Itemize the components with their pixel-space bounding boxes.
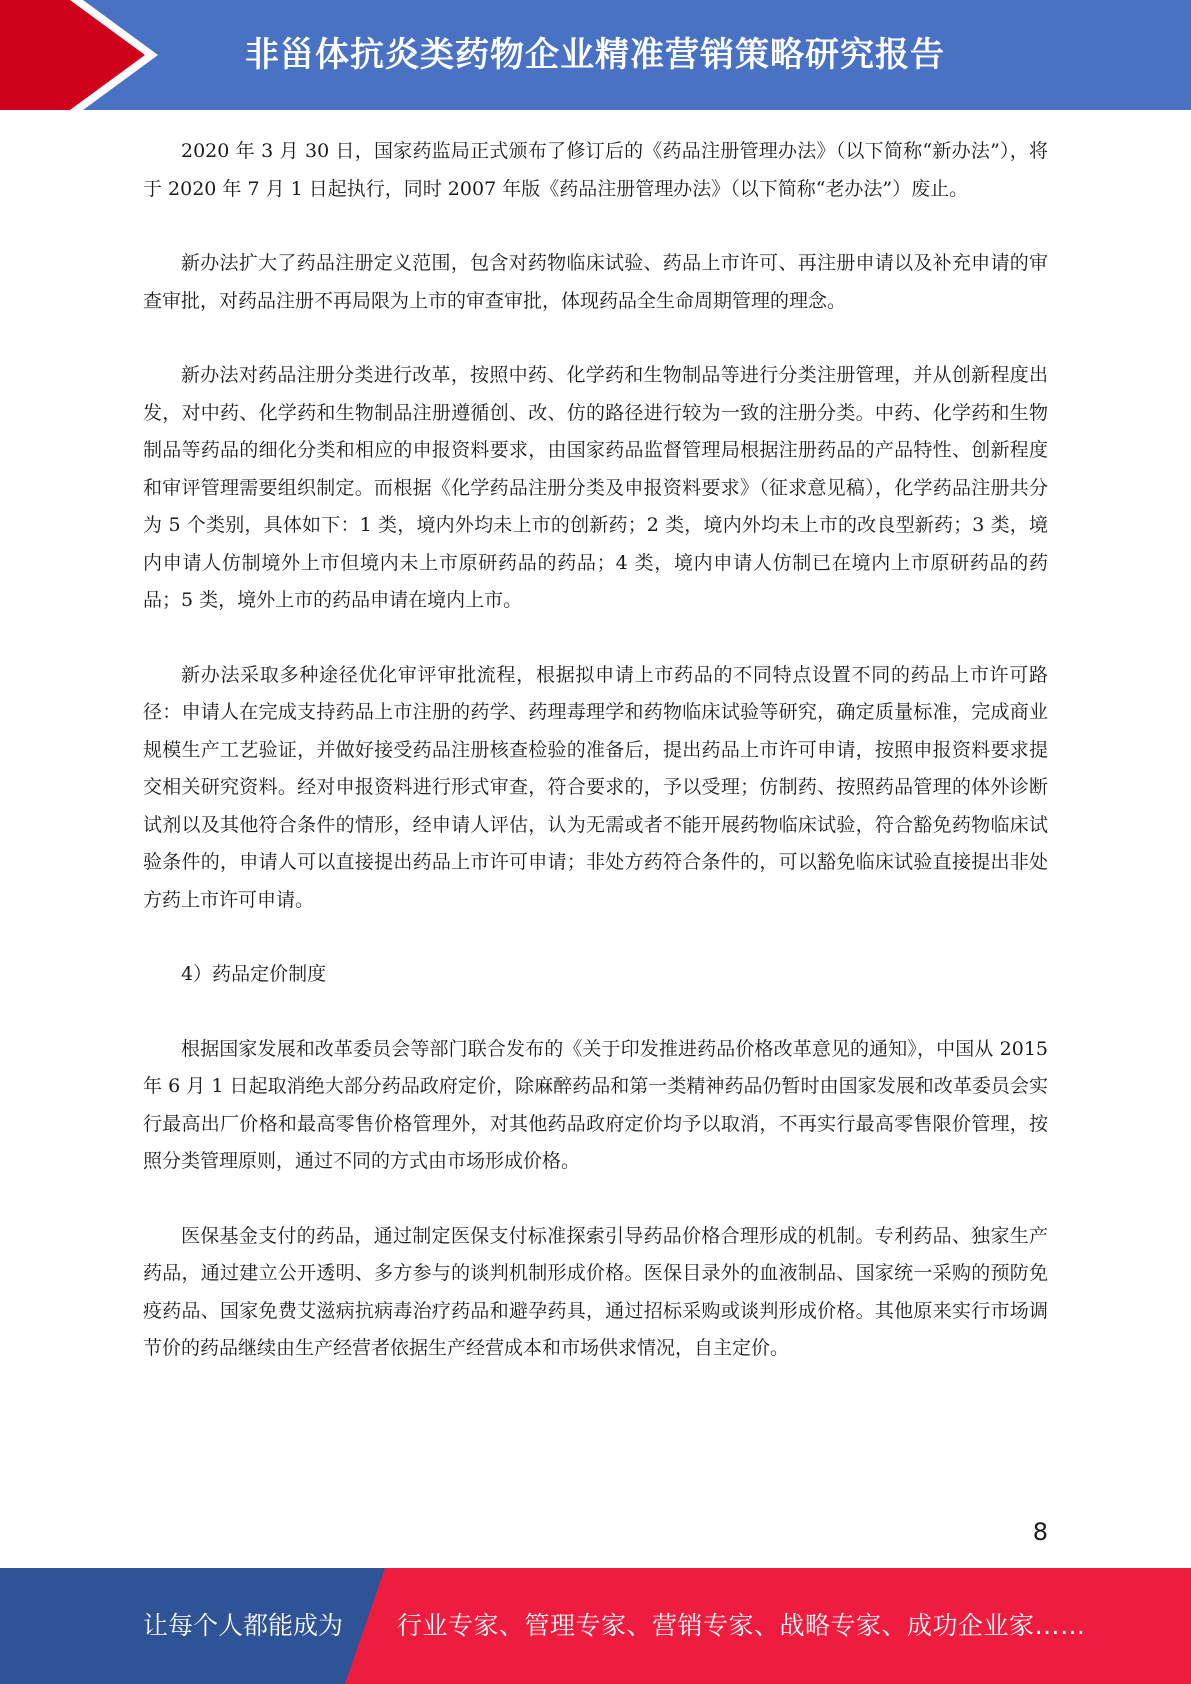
report-body [143,133,1048,1405]
report-title: 非甾体抗炎类药物企业精准营销策略研究报告 [245,35,945,75]
paragraph: 新办法扩大了药品注册定义范围，包含对药物临床试验、药品上市许可、再注册申请以及补充申请的审查审批，对药品注册不再局限为上市的审查审批，体现药品全生命周期管理的理念。 [143,252,1048,312]
page-footer [0,1568,1191,1684]
paragraph: 新办法对药品注册分类进行改革，按照中药、化学药和生物制品等进行分类注册管理，并从创新程度出发，对中药、化学药和生物制品注册遵循创、改、仿的路径进行较为一致的注册分类。中药、化学药和生物制品等药品的细化分类和相应的申报资料要求，由国家药品监督管理局根据注册药品的产品特性、创新程度和审评管理需要组织制定。而根据《化学药品注册分类及申报资料要求》（征求意见稿），化学药品注册共分为 5 个类别，具体如下：1 类，境内外均未上市的创新药；2 类，境内外均未上市的改良型新药；3 类，境内申请人仿制境外上市但境内未上市原研药品的药品；4 类，境内申请人仿制已在境内上市原研药品的药品；5 类，境外上市的药品申请在境内上市。 [143,364,1048,611]
footer-slogan-left: 让每个人都能成为 [143,1611,344,1640]
section-heading: 4）药品定价制度 [181,963,327,985]
page-header [0,0,1191,110]
paragraph: 医保基金支付的药品，通过制定医保支付标准探索引导药品价格合理形成的机制。专利药品、独家生产药品，通过建立公开透明、多方参与的谈判机制形成价格。医保目录外的血液制品、国家统一采购的预防免疫药品、国家免费艾滋病抗病毒治疗药品和避孕药具，通过招标采购或谈判形成价格。其他原来实行市场调节价的药品继续由生产经营者依据生产经营成本和市场供求情况，自主定价。 [143,1224,1048,1359]
header-chevron-decoration [0,0,160,110]
paragraph: 新办法采取多种途径优化审评审批流程，根据拟申请上市药品的不同特点设置不同的药品上市许可路径：申请人在完成支持药品上市注册的药学、药理毒理学和药物临床试验等研究，确定质量标准，完成商业规模生产工艺验证，并做好接受药品注册核查检验的准备后，提出药品上市许可申请，按照申报资料要求提交相关研究资料。经对申报资料进行形式审查，符合要求的，予以受理；仿制药、按照药品管理的体外诊断试剂以及其他符合条件的情形，经申请人评估，认为无需或者不能开展药物临床试验，符合豁免药物临床试验条件的，申请人可以直接提出药品上市许可申请；非处方药符合条件的，可以豁免临床试验直接提出非处方药上市许可申请。 [143,663,1048,911]
paragraph: 根据国家发展和改革委员会等部门联合发布的《关于印发推进药品价格改革意见的通知》，中国从 2015 年 6 月 1 日起取消绝大部分药品政府定价，除麻醉药品和第一类精神药品仍暂时由国家发展和改革委员会实行最高出厂价格和最高零售价格管理外，对其他药品政府定价均予以取消，不再实行最高零售限价管理，按照分类管理原则，通过不同的方式由市场形成价格。 [143,1037,1048,1172]
footer-slogan-right: 行业专家、管理专家、营销专家、战略专家、成功企业家…… [397,1611,1086,1640]
page-number: 8 [1032,1518,1048,1546]
paragraph: 2020 年 3 月 30 日，国家药监局正式颁布了修订后的《药品注册管理办法》（以下简称“新办法”），将于 2020 年 7 月 1 日起执行，同时 2007 年版《药品注册管理办法》（以下简称“老办法”）废止。 [143,140,1048,200]
